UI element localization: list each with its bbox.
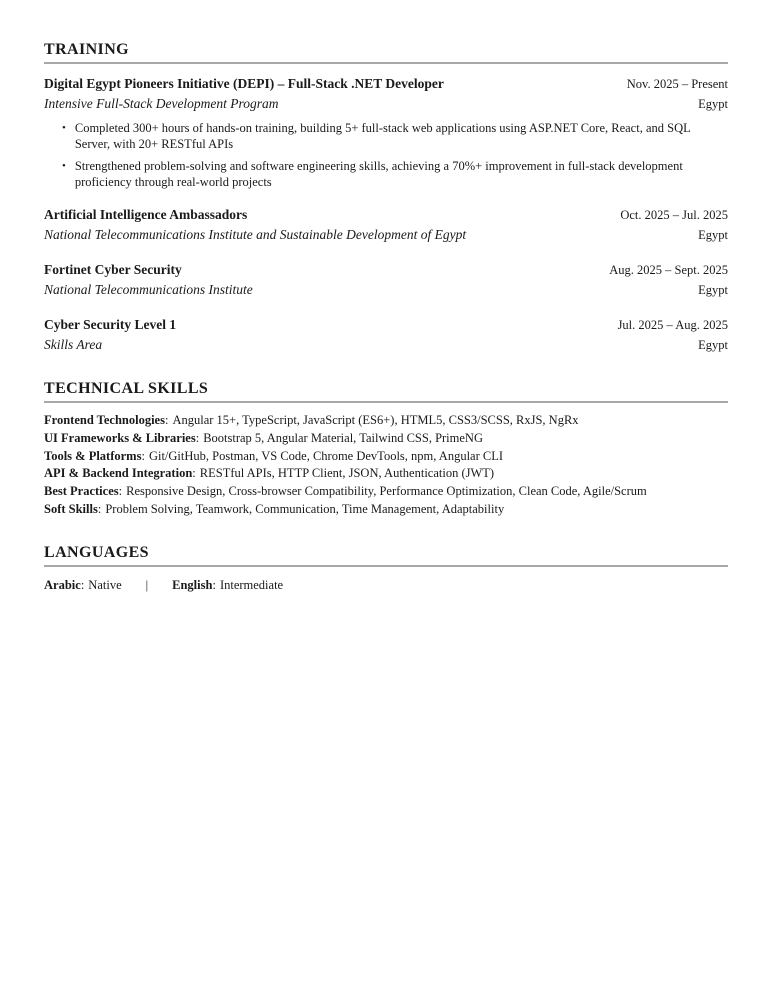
entry-location: Egypt (698, 283, 728, 297)
entry-subtitle: National Telecommunications Institute and Sustainable Development of Egypt (44, 227, 467, 242)
entry-header-row (44, 260, 728, 280)
entry-subtitle: National Telecommunications Institute (44, 282, 253, 297)
language-value-english: Intermediate (219, 577, 284, 592)
entry-location: Egypt (698, 228, 728, 242)
skill-line-tools-platforms (44, 448, 728, 466)
entry-location: Egypt (698, 338, 728, 352)
skill-line-api-backend (44, 465, 728, 483)
entry-location: Egypt (698, 97, 728, 111)
section-title-training: TRAINING (44, 41, 129, 58)
section-rule (44, 565, 728, 567)
training-entry-ai-ambassadors (44, 205, 728, 245)
colon: : (141, 448, 145, 463)
skill-label: Best Practices (44, 484, 119, 499)
section-training (44, 40, 728, 355)
entry-date: Nov. 2025 – Present (626, 77, 728, 91)
entry-title: Fortinet Cyber Security (44, 262, 182, 277)
entry-title: Digital Egypt Pioneers Initiative (DEPI) – Full-Stack .NET Developer (44, 76, 444, 91)
language-label-arabic: Arabic (44, 577, 81, 592)
colon: : (195, 430, 200, 445)
skill-line-ui-frameworks (44, 430, 728, 448)
skill-line-soft-skills (44, 501, 728, 519)
skill-line-frontend (44, 412, 728, 430)
skills-list (44, 412, 728, 519)
entry-header-row (44, 315, 728, 335)
language-value-arabic: Native (88, 577, 122, 592)
skill-label: Frontend Technologies (44, 413, 165, 427)
skill-value: RESTful APIs, HTTP Client, JSON, Authentication (JWT) (199, 466, 495, 481)
colon: : (97, 501, 102, 516)
skill-value: Problem Solving, Teamwork, Communication, Time Management, Adaptability (105, 501, 505, 516)
bullet-item (62, 121, 728, 152)
skill-line-best-practices (44, 483, 728, 501)
pipe-separator: | (145, 577, 149, 592)
training-entry-cyber-level1 (44, 315, 728, 355)
section-rule (44, 62, 728, 64)
colon: : (192, 466, 196, 481)
section-languages (44, 543, 728, 594)
section-rule (44, 401, 728, 403)
skill-label: Soft Skills (44, 501, 98, 516)
languages-line (44, 577, 728, 594)
entry-subtitle: Intensive Full-Stack Development Program (44, 96, 279, 111)
entry-header-row (44, 74, 728, 94)
colon: : (118, 484, 123, 499)
entry-subheader-row (44, 335, 728, 355)
skill-value: Responsive Design, Cross-browser Compatibility, Performance Optimization, Clean Code, Agile/Scrum (126, 484, 647, 499)
colon: : (212, 577, 216, 592)
entry-title: Artificial Intelligence Ambassadors (44, 207, 248, 222)
bullet-icon: • (62, 160, 66, 172)
skill-value: Angular 15+, TypeScript, JavaScript (ES6+), HTML5, CSS3/SCSS, RxJS, NgRx (172, 413, 579, 427)
section-title-technical-skills: TECHNICAL SKILLS (44, 380, 209, 397)
entry-header-row (44, 205, 728, 225)
training-entry-depi (44, 74, 728, 190)
training-entry-fortinet (44, 260, 728, 300)
entry-subtitle: Skills Area (44, 337, 103, 352)
bullet-list (44, 121, 728, 190)
skill-value: Git/GitHub, Postman, VS Code, Chrome DevTools, npm, Angular CLI (148, 448, 504, 463)
entry-subheader-row (44, 94, 728, 114)
entry-subheader-row (44, 280, 728, 300)
bullet-text: Strengthened problem-solving and software engineering skills, achieving a 70%+ improvement in full-stack development proficiency through real-world projects (74, 159, 683, 189)
bullet-item (62, 159, 728, 190)
skill-label: UI Frameworks & Libraries (44, 430, 196, 445)
skill-label: Tools & Platforms (44, 448, 142, 463)
entry-date: Aug. 2025 – Sept. 2025 (609, 263, 728, 277)
section-technical-skills (44, 379, 728, 519)
skill-value: Bootstrap 5, Angular Material, Tailwind CSS, PrimeNG (203, 430, 483, 445)
language-label-english: English (172, 577, 213, 592)
skill-label: API & Backend Integration (44, 466, 193, 481)
entry-date: Oct. 2025 – Jul. 2025 (620, 208, 728, 222)
bullet-icon: • (62, 122, 66, 134)
entry-title: Cyber Security Level 1 (44, 317, 177, 332)
section-title-languages: LANGUAGES (44, 543, 149, 561)
entry-date: Jul. 2025 – Aug. 2025 (617, 318, 728, 332)
bullet-text: Completed 300+ hours of hands-on training, building 5+ full-stack web applications using ASP.NET Core, React, and SQL Server, with 20+ RESTful APIs (74, 121, 691, 151)
entry-subheader-row (44, 225, 728, 245)
colon: : (164, 413, 169, 427)
colon: : (80, 577, 85, 592)
